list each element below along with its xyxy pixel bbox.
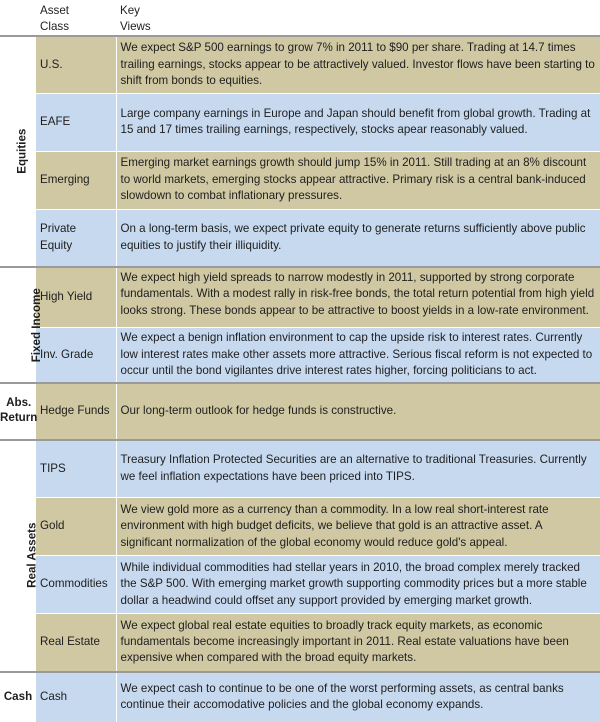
view-cell: While individual commodities had stellar years in 2010, the broad complex merely tracked the S&P 500. With emerging market growth supporting commodity prices but a more stable dollar a headwind could offset any support provided by emerging market growth. [116, 556, 600, 614]
table-row [0, 556, 600, 614]
table-row [0, 498, 600, 556]
table-row [0, 93, 600, 151]
header-key-views-line-1: Key [120, 4, 140, 17]
table-row [0, 672, 600, 722]
view-cell: We view gold more as a currency than a commodity. In a low real short-interest rate environment with high budget deficits, we believe that gold is an attractive asset. A significant normalization of the global economy would reduce gold's appeal. [116, 498, 600, 556]
view-cell [116, 267, 600, 328]
asset-class-cell: Real Estate [36, 614, 116, 672]
group-label-line-2: Return [0, 411, 38, 425]
header-asset-class-line-2: Class [40, 20, 69, 33]
view-cell: We expect a benign inflation environment to cap the upside risk to interest rates. Currently low interest rates make other assets more attractive. Serious fiscal reform is not expected to occur until the bond vigilantes drive interest rates higher, forcing politicians to act. [116, 328, 600, 383]
group-label-text: Equities [15, 128, 29, 175]
table-row [0, 209, 600, 267]
header-key-views-line-2: Views [120, 20, 151, 33]
table-row [0, 614, 600, 672]
asset-class-cell: Private Equity [36, 209, 116, 267]
view-text-clip: We expect high yield spreads to narrow modestly in 2011, supported by strong corporate fundamentals. With a modest rally in risk-free bonds, the total return potential from high yield looks strong. These bonds appear to be attractive to boost yields in a low-rate environment. [120, 271, 595, 317]
group-label-equities [0, 36, 36, 267]
table-row [0, 383, 600, 440]
table-row [0, 36, 600, 93]
view-cell: Treasury Inflation Protected Securities are an alternative to traditional Treasuries. Currently we feel inflation expectations have been priced into TIPS. [116, 440, 600, 498]
header-row [0, 0, 600, 36]
group-label-real-assets [0, 440, 39, 672]
table-row [0, 151, 600, 209]
asset-class-label: High Yield [40, 290, 93, 304]
table-row [0, 328, 600, 383]
group-label-text: Fixed Income [29, 287, 43, 362]
group-label-text: Cash [3, 689, 33, 703]
group-label-fixed-income [0, 267, 43, 383]
asset-class-cell: EAFE [36, 93, 116, 151]
asset-class-cell: Inv. Grade [36, 328, 116, 383]
header-group-cell [0, 0, 36, 36]
group-label-line-1: Abs. [6, 396, 32, 410]
group-label-cash [0, 672, 36, 722]
table-row [0, 440, 600, 498]
view-cell: Large company earnings in Europe and Japan should benefit from global growth. Trading at 15 and 17 times trailing earnings, respectively, stocks apear reasonably valued. [116, 93, 600, 151]
view-cell: We expect global real estate equities to broadly track equity markets, as economic fundamentals become increasingly important in 2011. Real estate valuations have been expensive when compared with the broad equity markets. [116, 614, 600, 672]
asset-class-cell: Gold [36, 498, 116, 556]
group-label-abs-return [0, 383, 36, 440]
asset-class-cell: Emerging [36, 151, 116, 209]
table-row [0, 267, 600, 328]
header-asset-class [36, 0, 116, 36]
asset-class-cell: TIPS [36, 440, 116, 498]
group-label-text [0, 395, 37, 425]
view-cell: Emerging market earnings growth should jump 15% in 2011. Still trading at an 8% discount to world markets, emerging stocks appear attractive. Primary risk is a central bank-induced slowdown to combat inflationary pressures. [116, 151, 600, 209]
view-cell: On a long-term basis, we expect private equity to generate returns sufficiently above public equities to justify their illiquidity. [116, 209, 600, 267]
header-key-views [116, 0, 600, 36]
asset-class-cell: Cash [36, 672, 116, 722]
view-cell: We expect cash to continue to be one of the worst performing assets, as central banks continue their accomodative policies and the global economy expands. [116, 672, 600, 722]
asset-class-cell: Commodities [36, 556, 116, 614]
view-cell: We expect S&P 500 earnings to grow 7% in 2011 to $90 per share. Trading at 14.7 times trailing earnings, stocks appear to be attractively valued. Investor flows have been starting to shift from bonds to equities. [116, 36, 600, 93]
view-cell: Our long-term outlook for hedge funds is constructive. [116, 383, 600, 440]
asset-class-cell [36, 267, 116, 328]
asset-class-cell: U.S. [36, 36, 116, 93]
asset-class-cell: Hedge Funds [36, 383, 116, 440]
group-label-text: Real Assets [25, 522, 39, 589]
header-asset-class-line-1: Asset [40, 4, 69, 17]
